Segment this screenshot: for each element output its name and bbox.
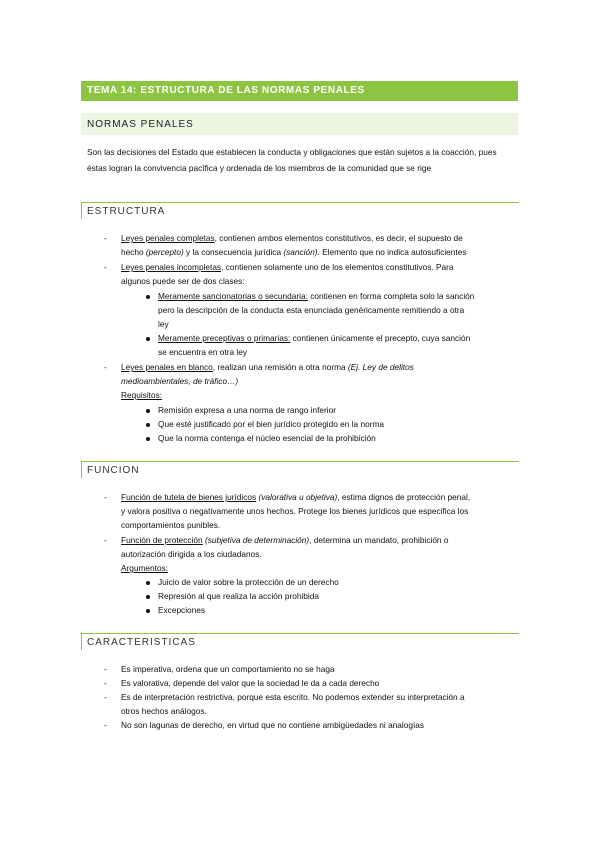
bullet-dot bbox=[146, 337, 150, 341]
argumentos-label: Argumentos: bbox=[121, 563, 169, 573]
bullet-dot bbox=[146, 581, 150, 585]
subtitle: NORMAS PENALES bbox=[87, 119, 194, 130]
text: (Ej. Ley de delitos bbox=[347, 362, 414, 372]
list-dash: - bbox=[104, 535, 107, 545]
text: , determina un mandato, prohibición o bbox=[309, 535, 449, 545]
section-estructura bbox=[81, 202, 519, 219]
sub-item: Que la norma contenga el núcleo esencial de la prohibición bbox=[158, 433, 376, 443]
intro-paragraph: Son las decisiones del Estado que establecen la conducta y obligaciones que están sujetos a la coacción, pues éstas logran la convivencia pacífica y ordenada de los miembros de la comunidad que se rige bbox=[87, 147, 497, 173]
text: , contienen ambos elementos constitutivos, es decir, el supuesto de bbox=[214, 233, 463, 243]
list-item-line: medioambientales, de tráfico…) bbox=[121, 376, 239, 386]
sub-item: Represión al que realiza la acción prohibida bbox=[158, 591, 319, 601]
text: (sanción) bbox=[283, 247, 318, 257]
term-label: Leyes penales incompletas bbox=[121, 262, 222, 272]
list-dash: - bbox=[104, 664, 107, 674]
section-heading: CARACTERISTICAS bbox=[87, 637, 196, 648]
sub-item: Juicio de valor sobre la protección de un derecho bbox=[158, 577, 339, 587]
text: contienen únicamente el precepto, cuya sanción bbox=[290, 333, 471, 343]
text: contienen en forma completa solo la sanción bbox=[307, 291, 475, 301]
sub-item bbox=[158, 289, 474, 303]
list-item-line: algunos puede ser de dos clases: bbox=[121, 276, 245, 286]
list-item-line: y valora positiva o negativamente unos hechos. Protege los bienes jurídicos que especifica los bbox=[121, 506, 469, 516]
list-dash: - bbox=[104, 720, 107, 730]
sub-item: Que esté justificado por el bien jurídico protegido en la norma bbox=[158, 419, 384, 429]
list-item bbox=[121, 360, 414, 374]
section-funcion bbox=[81, 461, 519, 478]
section-heading: FUNCION bbox=[87, 465, 140, 476]
text: y la consecuencia jurídica bbox=[183, 247, 284, 257]
list-item-line bbox=[121, 245, 466, 259]
list-item: Es valorativa, depende del valor que la sociedad le da a cada derecho bbox=[121, 678, 380, 688]
list-item-line: autorización dirigida a los ciudadanos. bbox=[121, 549, 262, 559]
sub-item-line: ley bbox=[158, 319, 169, 329]
text: hecho bbox=[121, 247, 146, 257]
list-item-line: comportamientos punibles. bbox=[121, 520, 221, 530]
term-label: Meramente sancionatorias o secundaria: bbox=[158, 291, 308, 301]
sub-item bbox=[158, 331, 470, 345]
subtitle-bar bbox=[81, 113, 518, 135]
text: , estima dignos de protección penal, bbox=[337, 492, 471, 502]
sub-item-line: pero la descripción de la conducta esta enunciada genéricamente remitiendo a otra bbox=[158, 305, 465, 315]
list-item: Es de interpretación restrictiva, porque esta escrito. No podemos extender su interpretación a bbox=[121, 692, 465, 702]
title-bar bbox=[81, 81, 518, 101]
sub-item: Excepciones bbox=[158, 605, 206, 615]
list-item: Es imperativa, ordena que un comportamiento no se haga bbox=[121, 664, 335, 674]
list-item bbox=[121, 260, 454, 274]
list-item-line: otros hechos análogos. bbox=[121, 706, 207, 716]
list-dash: - bbox=[104, 362, 107, 372]
section-caracteristicas bbox=[81, 633, 519, 650]
page-title: TEMA 14: ESTRUCTURA DE LAS NORMAS PENALES bbox=[87, 85, 365, 96]
text: (valorativa u objetiva) bbox=[256, 492, 338, 502]
term-label: Meramente preceptivas o primarias: bbox=[158, 333, 291, 343]
list-dash: - bbox=[104, 233, 107, 243]
bullet-dot bbox=[146, 295, 150, 299]
list-item bbox=[121, 533, 448, 547]
bullet-dot bbox=[146, 409, 150, 413]
list-dash: - bbox=[104, 692, 107, 702]
term-label: Leyes penales en blanco bbox=[121, 362, 213, 372]
bullet-dot bbox=[146, 595, 150, 599]
term-label: Leyes penales completas bbox=[121, 233, 215, 243]
list-dash: - bbox=[104, 492, 107, 502]
list-item bbox=[121, 231, 463, 245]
term-label: Función de protección bbox=[121, 535, 203, 545]
bullet-dot bbox=[146, 423, 150, 427]
bullet-dot bbox=[146, 437, 150, 441]
requisitos-label: Requisitos: bbox=[121, 390, 163, 400]
sub-item-line: se encuentra en otra ley bbox=[158, 347, 248, 357]
list-item bbox=[121, 490, 470, 504]
term-label: Función de tutela de bienes jurídicos bbox=[121, 492, 257, 502]
section-heading: ESTRUCTURA bbox=[87, 206, 166, 217]
list-item: No son lagunas de derecho, en virtud que no contiene ambigüedades ni analogías bbox=[121, 720, 425, 730]
bullet-dot bbox=[146, 609, 150, 613]
list-dash: - bbox=[104, 678, 107, 688]
sub-item: Remisión expresa a una norma de rango inferior bbox=[158, 405, 337, 415]
list-dash: - bbox=[104, 262, 107, 272]
text: (subjetiva de determinación) bbox=[202, 535, 310, 545]
text: , contienen solamente uno de los elementos constitutivos. Para bbox=[221, 262, 454, 272]
text: , realizan una remisión a otra norma bbox=[212, 362, 348, 372]
text: (percepto) bbox=[145, 247, 184, 257]
text: . Elemento que no indica autosuficientes bbox=[317, 247, 467, 257]
